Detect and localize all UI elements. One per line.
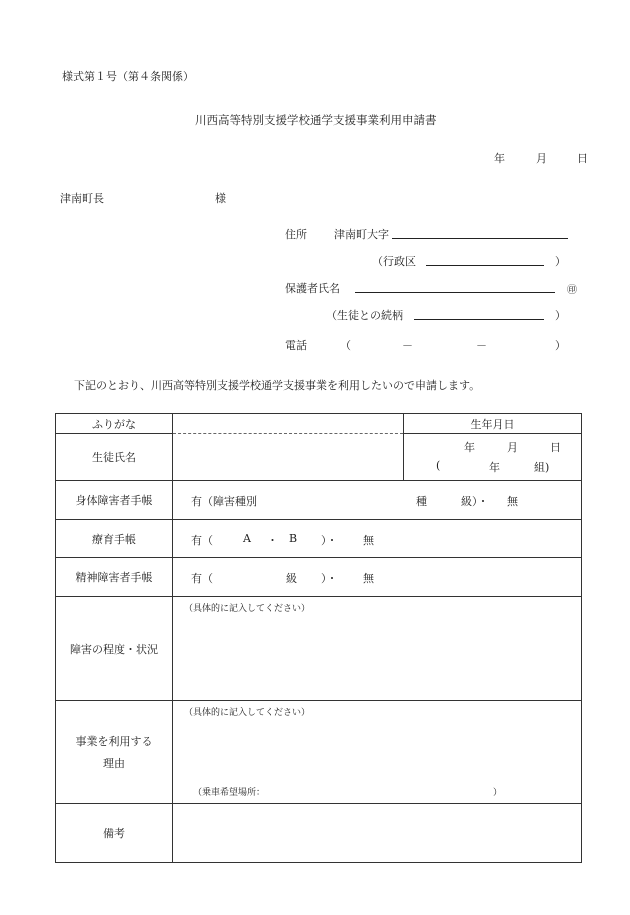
date-month-label: 月	[536, 152, 547, 165]
mental-disability-label: 精神障害者手帳	[56, 558, 173, 597]
ryoiku-has-option[interactable]: 有（	[191, 534, 213, 547]
remarks-label: 備考	[56, 804, 173, 863]
birth-day-label: 日	[550, 441, 561, 454]
physical-kind-label: 種	[416, 495, 427, 508]
district-label: （行政区	[372, 255, 416, 268]
phone-close: ）	[555, 339, 566, 352]
physical-disability-label: 身体障害者手帳	[56, 481, 173, 520]
guardian-name-field[interactable]	[355, 292, 555, 293]
district-close: ）	[555, 255, 566, 268]
address-label: 住所	[285, 228, 307, 241]
furigana-field[interactable]	[173, 414, 404, 434]
ryoiku-field[interactable]	[173, 520, 582, 558]
physical-grade-label: 級）・	[461, 495, 489, 508]
ryoiku-a-option[interactable]: A	[243, 532, 251, 545]
phone-dash-2: －	[476, 339, 487, 352]
physical-disability-field[interactable]	[173, 481, 582, 520]
date-day-label: 日	[577, 152, 588, 165]
ryoiku-dot: ・	[267, 534, 278, 547]
reason-note: （具体的に記入してください）	[184, 708, 311, 718]
mental-has-option[interactable]: 有（	[191, 572, 213, 585]
phone-label: 電話	[285, 339, 307, 352]
furigana-label: ふりがな	[56, 414, 173, 434]
phone-dash-1: －	[402, 339, 413, 352]
usage-reason-field[interactable]	[173, 701, 582, 804]
class-open: (	[436, 459, 441, 472]
relation-label: （生徒との続柄	[326, 309, 403, 322]
student-name-label: 生徒氏名	[56, 434, 173, 481]
birth-year-label: 年	[464, 441, 475, 454]
disability-degree-field[interactable]	[173, 597, 582, 701]
usage-reason-label-line2: 理由	[103, 757, 125, 770]
physical-none-option[interactable]: 無	[507, 495, 518, 508]
ryoiku-b-option[interactable]: B	[289, 532, 298, 545]
physical-has-option[interactable]: 有（障害種別	[191, 495, 257, 508]
form-number: 様式第１号（第４条関係）	[62, 70, 194, 83]
addressee-honorific: 様	[215, 192, 226, 205]
mental-close: ）・	[321, 572, 338, 585]
addressee-name: 津南町長	[60, 192, 104, 205]
ryoiku-close: ）・	[321, 534, 338, 547]
address-prefix: 津南町大字	[334, 228, 389, 241]
relation-field[interactable]	[414, 319, 544, 320]
birthdate-label: 生年月日	[404, 414, 582, 434]
boarding-place-label: （乗車希望場所：	[193, 788, 266, 798]
mental-disability-field[interactable]	[173, 558, 582, 597]
birth-month-label: 月	[507, 441, 518, 454]
ryoiku-label: 療育手帳	[56, 520, 173, 558]
degree-note: （具体的に記入してください）	[184, 604, 311, 614]
seal-mark: ㊞	[567, 285, 577, 296]
district-field[interactable]	[426, 265, 544, 266]
ryoiku-none-option[interactable]: 無	[363, 534, 374, 547]
usage-reason-label	[56, 701, 173, 804]
intro-text: 下記のとおり、川西高等特別支援学校通学支援事業を利用したいので申請します。	[74, 379, 481, 392]
boarding-place-close: ）	[493, 788, 503, 798]
address-field[interactable]	[392, 238, 568, 239]
relation-close: ）	[555, 309, 566, 322]
class-year-label: 年	[489, 461, 500, 474]
usage-reason-label-line1: 事業を利用する	[75, 735, 153, 748]
mental-grade-label: 級	[286, 572, 297, 585]
date-year-label: 年	[494, 152, 505, 165]
disability-degree-label: 障害の程度・状況	[56, 597, 173, 701]
mental-none-option[interactable]: 無	[363, 572, 374, 585]
application-table	[55, 413, 582, 863]
page-title: 川西高等特別支援学校通学支援事業利用申請書	[195, 113, 437, 127]
guardian-label: 保護者氏名	[285, 282, 340, 295]
student-name-field[interactable]	[173, 434, 404, 481]
remarks-field[interactable]	[173, 804, 582, 863]
class-group-label: 組)	[534, 461, 550, 474]
phone-open: （	[340, 339, 351, 352]
birthdate-field[interactable]	[404, 434, 582, 481]
